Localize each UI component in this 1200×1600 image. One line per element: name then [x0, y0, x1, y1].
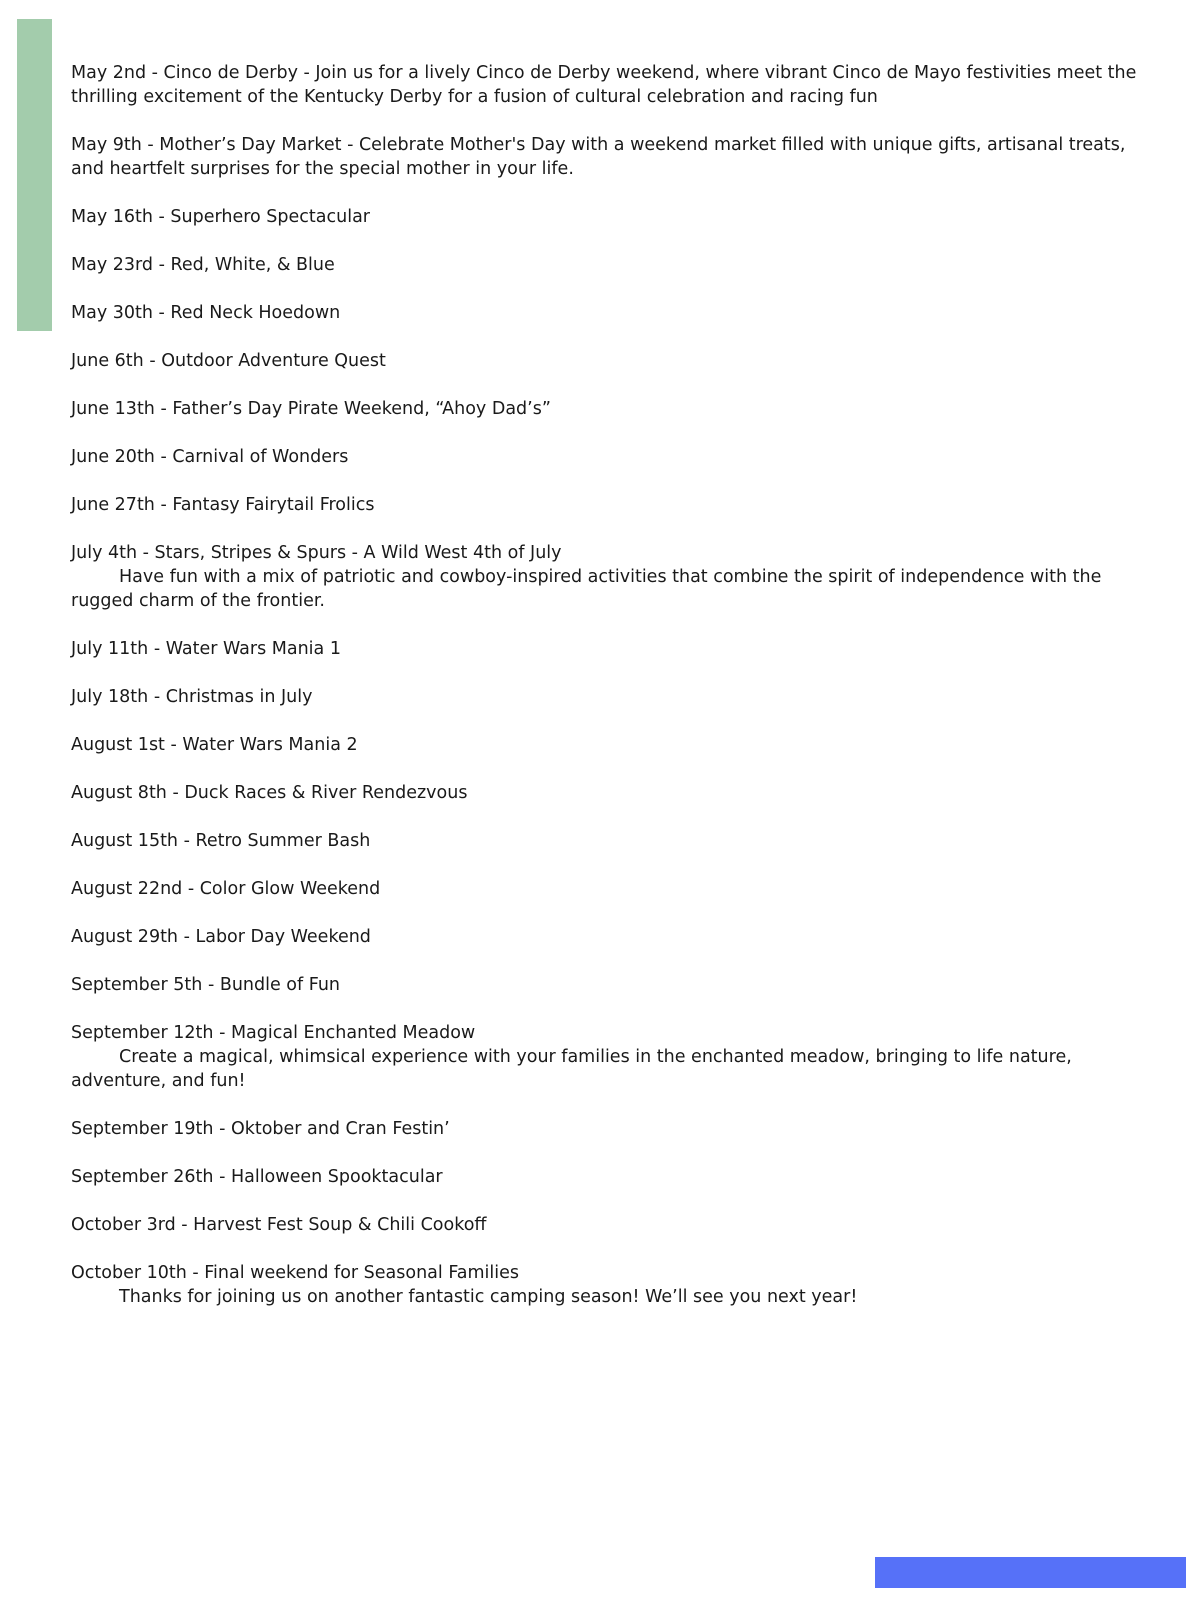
event-item	[71, 349, 1141, 373]
event-item	[71, 829, 1141, 853]
event-item	[71, 397, 1141, 421]
event-item	[71, 541, 1141, 613]
event-title: August 1st - Water Wars Mania 2	[71, 735, 358, 755]
event-item	[71, 973, 1141, 997]
decorative-accent-bar	[17, 19, 52, 331]
event-title: June 20th - Carnival of Wonders	[71, 447, 349, 467]
event-title: August 15th - Retro Summer Bash	[71, 831, 371, 851]
decorative-footer-bar	[875, 1557, 1186, 1588]
event-item	[71, 1261, 1141, 1309]
event-item	[71, 253, 1141, 277]
event-description: Have fun with a mix of patriotic and cowboy-inspired activities that combine the spirit of independence with the rugged charm of the frontier.	[71, 567, 1102, 611]
event-title: July 18th - Christmas in July	[71, 687, 313, 707]
event-item	[71, 1213, 1141, 1237]
event-item	[71, 781, 1141, 805]
event-title: October 10th - Final weekend for Seasonal Families	[71, 1263, 520, 1283]
event-item	[71, 637, 1141, 661]
event-item	[71, 1165, 1141, 1189]
event-description: Thanks for joining us on another fantastic camping season! We’ll see you next year!	[119, 1287, 858, 1307]
event-title: September 26th - Halloween Spooktacular	[71, 1167, 443, 1187]
event-title: September 12th - Magical Enchanted Meadow	[71, 1023, 476, 1043]
event-item	[71, 133, 1141, 181]
event-item	[71, 61, 1141, 109]
event-title: May 2nd - Cinco de Derby - Join us for a lively Cinco de Derby weekend, where vibrant Cinco de Mayo festivities meet the thrilling excitement of the Kentucky Derby for a fusion of cultural celebration and racing fun	[71, 63, 1137, 107]
event-item	[71, 877, 1141, 901]
event-title: May 9th - Mother’s Day Market - Celebrate Mother's Day with a weekend market filled with unique gifts, artisanal treats, and heartfelt surprises for the special mother in your life.	[71, 135, 1126, 179]
event-title: June 27th - Fantasy Fairytail Frolics	[71, 495, 375, 515]
event-schedule	[71, 61, 1141, 1333]
event-title: May 30th - Red Neck Hoedown	[71, 303, 341, 323]
event-title: July 11th - Water Wars Mania 1	[71, 639, 341, 659]
event-title: October 3rd - Harvest Fest Soup & Chili Cookoff	[71, 1215, 487, 1235]
event-item	[71, 1021, 1141, 1093]
event-description: Create a magical, whimsical experience with your families in the enchanted meadow, bringing to life nature, adventure, and fun!	[71, 1047, 1072, 1091]
event-title: July 4th - Stars, Stripes & Spurs - A Wild West 4th of July	[71, 543, 562, 563]
event-title: August 8th - Duck Races & River Rendezvous	[71, 783, 468, 803]
event-item	[71, 925, 1141, 949]
event-title: August 29th - Labor Day Weekend	[71, 927, 371, 947]
event-item	[71, 1117, 1141, 1141]
event-title: June 13th - Father’s Day Pirate Weekend, “Ahoy Dad’s”	[71, 399, 551, 419]
event-title: May 23rd - Red, White, & Blue	[71, 255, 335, 275]
event-item	[71, 493, 1141, 517]
event-title: June 6th - Outdoor Adventure Quest	[71, 351, 386, 371]
event-item	[71, 685, 1141, 709]
event-item	[71, 733, 1141, 757]
event-title: September 5th - Bundle of Fun	[71, 975, 341, 995]
event-title: September 19th - Oktober and Cran Festin’	[71, 1119, 450, 1139]
event-item	[71, 205, 1141, 229]
event-title: May 16th - Superhero Spectacular	[71, 207, 370, 227]
event-item	[71, 445, 1141, 469]
event-item	[71, 301, 1141, 325]
event-title: August 22nd - Color Glow Weekend	[71, 879, 381, 899]
